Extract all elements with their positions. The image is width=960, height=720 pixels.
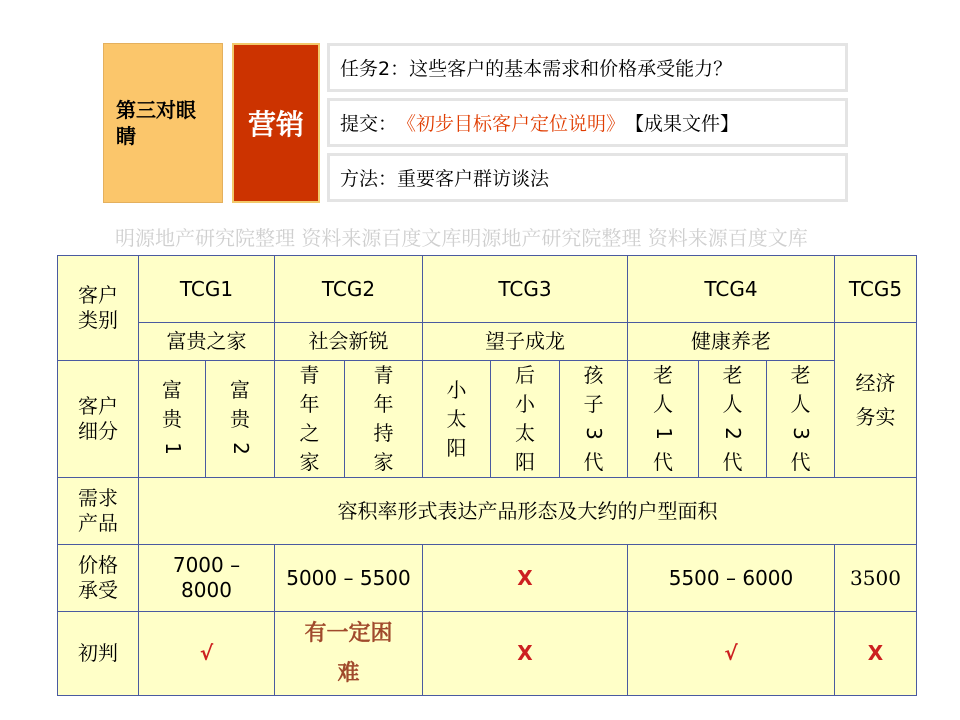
- sub-10: [767, 361, 835, 478]
- judgment-tcg2: 有一定困难: [275, 612, 423, 696]
- tcg-header-1: TCG1: [139, 256, 275, 323]
- tcg-header-3: TCG3: [423, 256, 628, 323]
- submit-prefix: 提交：: [340, 113, 398, 135]
- group-2: 社会新锐: [275, 323, 423, 361]
- price-tcg2: 5000 – 5500: [275, 545, 423, 612]
- price-tcg4: 5500 – 6000: [628, 545, 835, 612]
- tcg-header-5: TCG5: [835, 256, 917, 323]
- judgment-tcg5-cross: X: [835, 612, 917, 696]
- judgment-tcg3-cross: X: [423, 612, 628, 696]
- submit-document: 《初步目标客户定位说明》: [397, 113, 626, 135]
- price-row: [58, 545, 917, 612]
- demand-row: [58, 478, 917, 545]
- judgment-tcg4-check: √: [628, 612, 835, 696]
- sub-10-text: 老 人 3 代: [788, 363, 813, 474]
- sub-8: [628, 361, 699, 478]
- judgment-row: [58, 612, 917, 696]
- sub-7-text: 孩 子 3 代: [581, 363, 606, 474]
- row-label-judgment: 初判: [58, 612, 139, 696]
- marketing-box: [232, 43, 320, 203]
- group-4: 健康养老: [628, 323, 835, 361]
- sub-3-text: 青 年 之 家: [299, 363, 320, 474]
- watermark: 明源地产研究院整理 资料来源百度文库明源地产研究院整理 资料来源百度文库: [115, 226, 808, 250]
- tcg5-name: 经济务实: [835, 323, 917, 478]
- sub-5: [423, 361, 491, 478]
- submit-row: [327, 98, 848, 147]
- tcg-row: [58, 256, 917, 323]
- row-label-price: 价格承受: [58, 545, 139, 612]
- price-tcg1: 7000 – 8000: [139, 545, 275, 612]
- third-eyes-label: 第三对眼睛: [116, 98, 196, 148]
- sub-4-text: 青 年 持 家: [373, 363, 394, 474]
- sub-1-text: 富 贵 1: [160, 377, 185, 455]
- task-row: [327, 43, 848, 92]
- sub-4: [345, 361, 423, 478]
- marketing-label: 营销: [247, 108, 304, 141]
- submit-suffix: 【成果文件】: [625, 113, 740, 135]
- third-eyes-box: [103, 43, 223, 203]
- price-tcg5: 3500: [835, 545, 917, 612]
- sub-6: [491, 361, 560, 478]
- sub-9: [699, 361, 767, 478]
- method-row: [327, 153, 848, 202]
- group-row: [58, 323, 917, 361]
- method-text: 方法：重要客户群访谈法: [340, 168, 550, 190]
- sub-7: [560, 361, 628, 478]
- task-text: 任务2：这些客户的基本需求和价格承受能力？: [340, 58, 733, 80]
- sub-5-text: 小 太 阳: [446, 377, 467, 460]
- group-3: 望子成龙: [423, 323, 628, 361]
- group-1: 富贵之家: [139, 323, 275, 361]
- sub-2: [206, 361, 275, 478]
- row-label-demand: 需求产品: [58, 478, 139, 545]
- sub-3: [275, 361, 345, 478]
- tcg-header-4: TCG4: [628, 256, 835, 323]
- tcg-header-2: TCG2: [275, 256, 423, 323]
- row-label-subdivision: 客户细分: [58, 361, 139, 478]
- sub-6-text: 后 小 太 阳: [515, 363, 535, 474]
- sub-8-text: 老 人 1 代: [651, 363, 676, 474]
- judgment-tcg1-check: √: [139, 612, 275, 696]
- sub-1: [139, 361, 206, 478]
- customer-table: [57, 255, 917, 696]
- row-label-category: 客户类别: [58, 256, 139, 361]
- subdivision-row: [58, 361, 917, 478]
- price-tcg3-cross: X: [423, 545, 628, 612]
- demand-text: 容积率形式表达产品形态及大约的户型面积: [139, 478, 917, 545]
- sub-2-text: 富 贵 2: [228, 377, 253, 455]
- sub-9-text: 老 人 2 代: [720, 363, 745, 474]
